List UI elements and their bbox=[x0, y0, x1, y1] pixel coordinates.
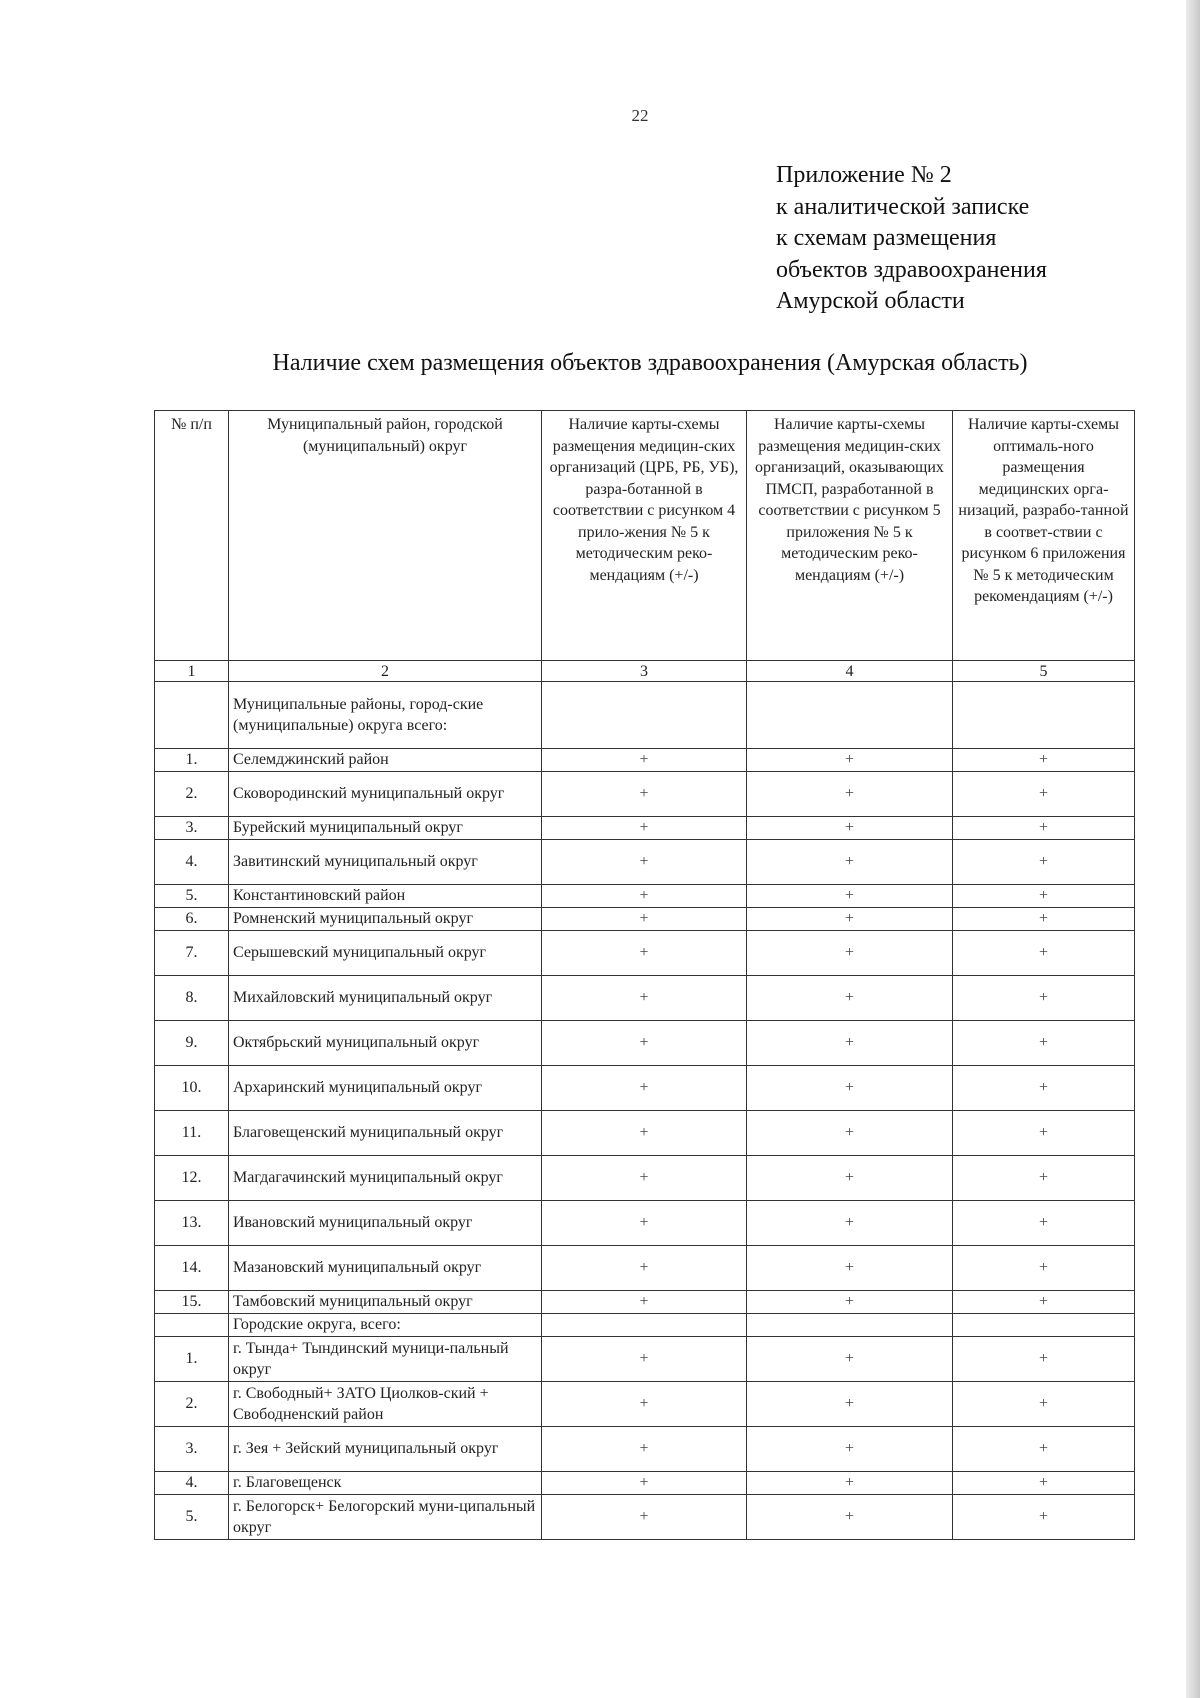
mark-map-crb: + bbox=[542, 885, 747, 908]
mark-map-optimal: + bbox=[953, 1495, 1135, 1540]
page-number: 22 bbox=[631, 106, 649, 125]
mark-map-optimal: + bbox=[953, 976, 1135, 1021]
empty-cell bbox=[155, 682, 229, 749]
row-number: 2. bbox=[155, 772, 229, 817]
mark-map-crb: + bbox=[542, 1427, 747, 1472]
table-row bbox=[155, 1021, 1135, 1066]
table-row bbox=[155, 840, 1135, 885]
row-number: 4. bbox=[155, 840, 229, 885]
table-row bbox=[155, 749, 1135, 772]
table-row bbox=[155, 1427, 1135, 1472]
mark-map-optimal: + bbox=[953, 1066, 1135, 1111]
mark-map-optimal: + bbox=[953, 885, 1135, 908]
mark-map-optimal: + bbox=[953, 1021, 1135, 1066]
mark-map-crb: + bbox=[542, 976, 747, 1021]
table-row bbox=[155, 976, 1135, 1021]
mark-map-pmsp: + bbox=[747, 772, 953, 817]
mark-map-crb: + bbox=[542, 908, 747, 931]
row-number: 10. bbox=[155, 1066, 229, 1111]
section-label: Муниципальные районы, город-ские (муниципальные) округа всего: bbox=[229, 682, 542, 749]
document-title: Наличие схем размещения объектов здравоохранения (Амурская область) bbox=[272, 350, 1028, 376]
column-number: 4 bbox=[747, 661, 953, 682]
table-row bbox=[155, 1337, 1135, 1382]
row-number: 4. bbox=[155, 1472, 229, 1495]
row-number: 15. bbox=[155, 1291, 229, 1314]
header-cell-district: Муниципальный район, городской (муниципальный) округ bbox=[229, 411, 542, 661]
district-name: г. Белогорск+ Белогорский муни-ципальный округ bbox=[229, 1495, 542, 1540]
row-number: 11. bbox=[155, 1111, 229, 1156]
mark-map-pmsp: + bbox=[747, 1111, 953, 1156]
page-edge-shadow bbox=[1186, 0, 1200, 1698]
district-name: Архаринский муниципальный округ bbox=[229, 1066, 542, 1111]
table-row bbox=[155, 1156, 1135, 1201]
table-row bbox=[155, 1066, 1135, 1111]
column-number: 2 bbox=[229, 661, 542, 682]
district-name: Тамбовский муниципальный округ bbox=[229, 1291, 542, 1314]
mark-map-pmsp: + bbox=[747, 1021, 953, 1066]
row-number: 1. bbox=[155, 749, 229, 772]
district-name: г. Благовещенск bbox=[229, 1472, 542, 1495]
mark-map-optimal: + bbox=[953, 1337, 1135, 1382]
mark-map-optimal: + bbox=[953, 1472, 1135, 1495]
table-row bbox=[155, 817, 1135, 840]
district-name: Константиновский район bbox=[229, 885, 542, 908]
row-number: 2. bbox=[155, 1382, 229, 1427]
empty-cell bbox=[953, 1314, 1135, 1337]
mark-map-crb: + bbox=[542, 1066, 747, 1111]
row-number: 13. bbox=[155, 1201, 229, 1246]
appendix-line: Приложение № 2 bbox=[776, 162, 952, 188]
mark-map-optimal: + bbox=[953, 1382, 1135, 1427]
table-row bbox=[155, 931, 1135, 976]
mark-map-pmsp: + bbox=[747, 840, 953, 885]
mark-map-crb: + bbox=[542, 772, 747, 817]
district-name: г. Зея + Зейский муниципальный округ bbox=[229, 1427, 542, 1472]
mark-map-crb: + bbox=[542, 931, 747, 976]
empty-cell bbox=[542, 1314, 747, 1337]
row-number: 5. bbox=[155, 885, 229, 908]
section-label: Городские округа, всего: bbox=[229, 1314, 542, 1337]
table-row bbox=[155, 1246, 1135, 1291]
district-name: Мазановский муниципальный округ bbox=[229, 1246, 542, 1291]
mark-map-crb: + bbox=[542, 1111, 747, 1156]
row-number: 8. bbox=[155, 976, 229, 1021]
mark-map-pmsp: + bbox=[747, 1291, 953, 1314]
table-row bbox=[155, 908, 1135, 931]
district-name: Октябрьский муниципальный округ bbox=[229, 1021, 542, 1066]
mark-map-crb: + bbox=[542, 1291, 747, 1314]
mark-map-pmsp: + bbox=[747, 908, 953, 931]
district-name: Селемджинский район bbox=[229, 749, 542, 772]
appendix-line: к схемам размещения bbox=[776, 225, 997, 251]
row-number: 9. bbox=[155, 1021, 229, 1066]
table-row bbox=[155, 1472, 1135, 1495]
header-cell-map-pmsp: Наличие карты-схемы размещения медицин-ских организаций, оказывающих ПМСП, разработанной в соответствии с рисунком 5 приложения № 5 к методическим реко-мендациям (+/-) bbox=[747, 411, 953, 661]
mark-map-optimal: + bbox=[953, 840, 1135, 885]
district-name: г. Тында+ Тындинский муници-пальный округ bbox=[229, 1337, 542, 1382]
mark-map-optimal: + bbox=[953, 817, 1135, 840]
appendix-block bbox=[776, 160, 1047, 318]
mark-map-pmsp: + bbox=[747, 1246, 953, 1291]
mark-map-optimal: + bbox=[953, 749, 1135, 772]
mark-map-crb: + bbox=[542, 817, 747, 840]
mark-map-optimal: + bbox=[953, 1291, 1135, 1314]
mark-map-optimal: + bbox=[953, 1427, 1135, 1472]
district-name: Михайловский муниципальный округ bbox=[229, 976, 542, 1021]
mark-map-crb: + bbox=[542, 1201, 747, 1246]
header-cell-number: № п/п bbox=[155, 411, 229, 661]
district-name: Сковородинский муниципальный округ bbox=[229, 772, 542, 817]
header-cell-map-crb: Наличие карты-схемы размещения медицин-ских организаций (ЦРБ, РБ, УБ), разра-ботанной в соответствии с рисунком 4 прило-жения № 5 к методическим реко-мендациям (+/-) bbox=[542, 411, 747, 661]
table-row bbox=[155, 885, 1135, 908]
mark-map-optimal: + bbox=[953, 1111, 1135, 1156]
table-header-row bbox=[155, 411, 1135, 661]
row-number: 6. bbox=[155, 908, 229, 931]
mark-map-pmsp: + bbox=[747, 1066, 953, 1111]
column-number: 1 bbox=[155, 661, 229, 682]
district-name: г. Свободный+ ЗАТО Циолков-ский + Свободненский район bbox=[229, 1382, 542, 1427]
mark-map-crb: + bbox=[542, 1021, 747, 1066]
appendix-line: объектов здравоохранения bbox=[776, 256, 1047, 283]
table-row bbox=[155, 1201, 1135, 1246]
mark-map-optimal: + bbox=[953, 1156, 1135, 1201]
column-number: 3 bbox=[542, 661, 747, 682]
row-number: 7. bbox=[155, 931, 229, 976]
district-name: Бурейский муниципальный округ bbox=[229, 817, 542, 840]
table-row bbox=[155, 772, 1135, 817]
mark-map-crb: + bbox=[542, 749, 747, 772]
district-name: Благовещенский муниципальный округ bbox=[229, 1111, 542, 1156]
mark-map-optimal: + bbox=[953, 1201, 1135, 1246]
table-row bbox=[155, 1382, 1135, 1427]
mark-map-pmsp: + bbox=[747, 976, 953, 1021]
appendix-line: Амурской области bbox=[776, 288, 965, 314]
column-number-row bbox=[155, 661, 1135, 682]
row-number: 3. bbox=[155, 817, 229, 840]
mark-map-crb: + bbox=[542, 1382, 747, 1427]
row-number: 3. bbox=[155, 1427, 229, 1472]
table-row bbox=[155, 1495, 1135, 1540]
table-row bbox=[155, 1291, 1135, 1314]
mark-map-pmsp: + bbox=[747, 1156, 953, 1201]
mark-map-pmsp: + bbox=[747, 1427, 953, 1472]
district-name: Завитинский муниципальный округ bbox=[229, 840, 542, 885]
mark-map-pmsp: + bbox=[747, 1382, 953, 1427]
row-number: 12. bbox=[155, 1156, 229, 1201]
mark-map-crb: + bbox=[542, 840, 747, 885]
mark-map-pmsp: + bbox=[747, 1201, 953, 1246]
mark-map-crb: + bbox=[542, 1337, 747, 1382]
empty-cell bbox=[747, 682, 953, 749]
mark-map-pmsp: + bbox=[747, 749, 953, 772]
mark-map-crb: + bbox=[542, 1246, 747, 1291]
mark-map-pmsp: + bbox=[747, 931, 953, 976]
section-row-city bbox=[155, 1314, 1135, 1337]
header-cell-map-optimal: Наличие карты-схемы оптималь-ного размещения медицинских орга-низаций, разрабо-танной в соответ-ствии с рисунком 6 приложения № 5 к методическим рекомендациям (+/-) bbox=[953, 411, 1135, 661]
district-name: Магдагачинский муниципальный округ bbox=[229, 1156, 542, 1201]
table-row bbox=[155, 1111, 1135, 1156]
mark-map-pmsp: + bbox=[747, 1495, 953, 1540]
schemes-table bbox=[154, 410, 1135, 1540]
mark-map-pmsp: + bbox=[747, 817, 953, 840]
mark-map-optimal: + bbox=[953, 1246, 1135, 1291]
district-name: Ивановский муниципальный округ bbox=[229, 1201, 542, 1246]
mark-map-optimal: + bbox=[953, 772, 1135, 817]
mark-map-pmsp: + bbox=[747, 1337, 953, 1382]
empty-cell bbox=[542, 682, 747, 749]
mark-map-crb: + bbox=[542, 1156, 747, 1201]
appendix-line: к аналитической записке bbox=[776, 193, 1030, 220]
row-number: 5. bbox=[155, 1495, 229, 1540]
row-number: 14. bbox=[155, 1246, 229, 1291]
empty-cell bbox=[155, 1314, 229, 1337]
mark-map-pmsp: + bbox=[747, 1472, 953, 1495]
mark-map-optimal: + bbox=[953, 908, 1135, 931]
mark-map-crb: + bbox=[542, 1495, 747, 1540]
table-body bbox=[155, 682, 1135, 1540]
mark-map-crb: + bbox=[542, 1472, 747, 1495]
row-number: 1. bbox=[155, 1337, 229, 1382]
empty-cell bbox=[747, 1314, 953, 1337]
mark-map-pmsp: + bbox=[747, 885, 953, 908]
district-name: Ромненский муниципальный округ bbox=[229, 908, 542, 931]
section-row-municipal bbox=[155, 682, 1135, 749]
empty-cell bbox=[953, 682, 1135, 749]
mark-map-optimal: + bbox=[953, 931, 1135, 976]
column-number: 5 bbox=[953, 661, 1135, 682]
district-name: Серышевский муниципальный округ bbox=[229, 931, 542, 976]
